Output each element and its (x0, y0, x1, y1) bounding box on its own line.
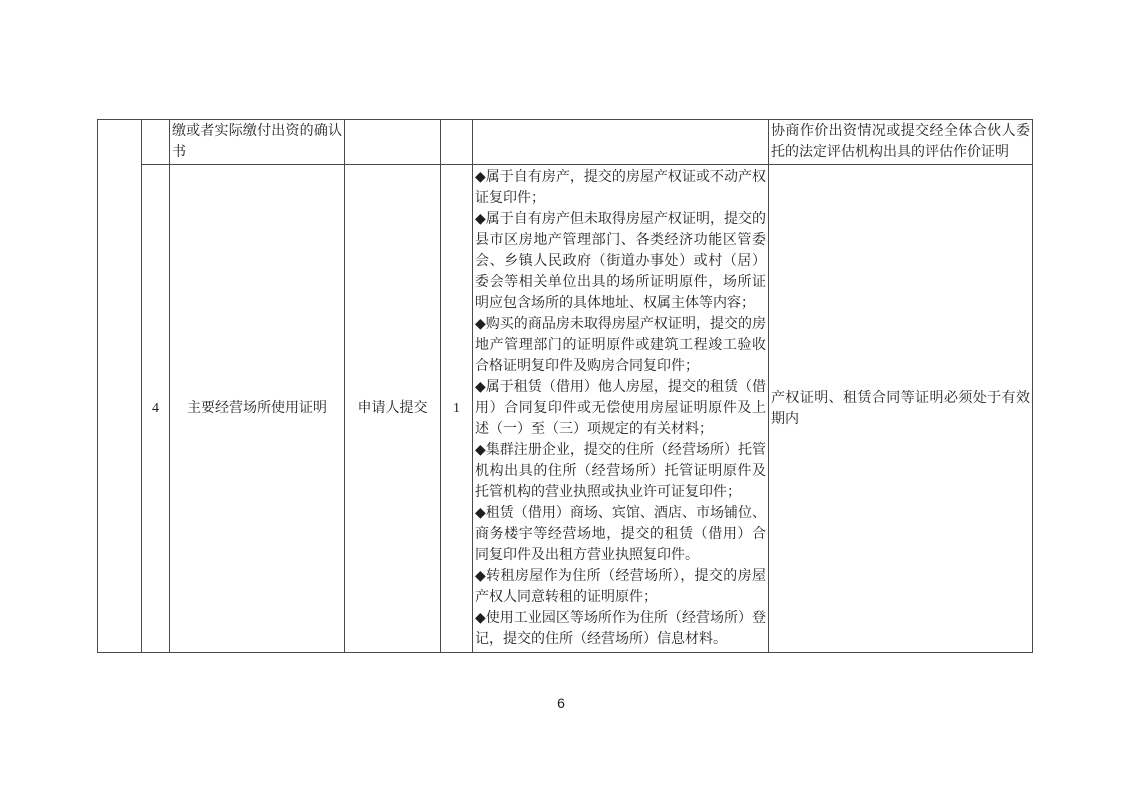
cell-material-name: 主要经营场所使用证明 (170, 165, 345, 653)
requirement-item: ◆属于自有房产，提交的房屋产权证或不动产权证复印件； (475, 170, 766, 206)
cell-requirements-top (473, 120, 769, 165)
requirement-item: ◆属于租赁（借用）他人房屋，提交的租赁（借用）合同复印件或无偿使用房屋证明原件及上述（一）至（三）项规定的有关材料； (475, 380, 766, 437)
cell-seq-top (142, 120, 170, 165)
cell-source: 申请人提交 (345, 165, 441, 653)
page-number: 6 (557, 695, 565, 711)
requirement-item: ◆租赁（借用）商场、宾馆、酒店、市场铺位、商务楼宇等经营场地，提交的租赁（借用）合同复印件及出租方营业执照复印件。 (475, 506, 766, 563)
table-row-continued (98, 120, 1033, 165)
cell-requirements (473, 165, 769, 653)
cell-remarks: 产权证明、租赁合同等证明必须处于有效期内 (769, 165, 1033, 653)
requirement-item: ◆转租房屋作为住所（经营场所），提交的房屋产权人同意转租的证明原件； (475, 569, 766, 605)
cell-seq: 4 (142, 165, 170, 653)
cell-left-spacer (98, 120, 142, 653)
cell-source-top (345, 120, 441, 165)
requirement-item: ◆集群注册企业，提交的住所（经营场所）托管机构出具的住所（经营场所）托管证明原件及托管机构的营业执照或执业许可证复印件； (475, 443, 766, 500)
cell-quantity: 1 (441, 165, 473, 653)
cell-quantity-top (441, 120, 473, 165)
cell-material-name-top: 缴或者实际缴付出资的确认书 (170, 120, 345, 165)
requirement-item: ◆属于自有房产但未取得房屋产权证明，提交的县市区房地产管理部门、各类经济功能区管委会、乡镇人民政府（街道办事处）或村（居）委会等相关单位出具的场所证明原件，场所证明应包含场所的具体地址、权属主体等内容； (475, 212, 766, 311)
materials-table (97, 119, 1033, 653)
requirement-item: ◆使用工业园区等场所作为住所（经营场所）登记，提交的住所（经营场所）信息材料。 (475, 611, 766, 647)
cell-remarks-top: 协商作价出资情况或提交经全体合伙人委托的法定评估机构出具的评估作价证明 (769, 120, 1033, 165)
requirement-item: ◆购买的商品房未取得房屋产权证明，提交的房地产管理部门的证明原件或建筑工程竣工验收合格证明复印件及购房合同复印件； (475, 317, 766, 374)
table-row-4 (98, 165, 1033, 653)
